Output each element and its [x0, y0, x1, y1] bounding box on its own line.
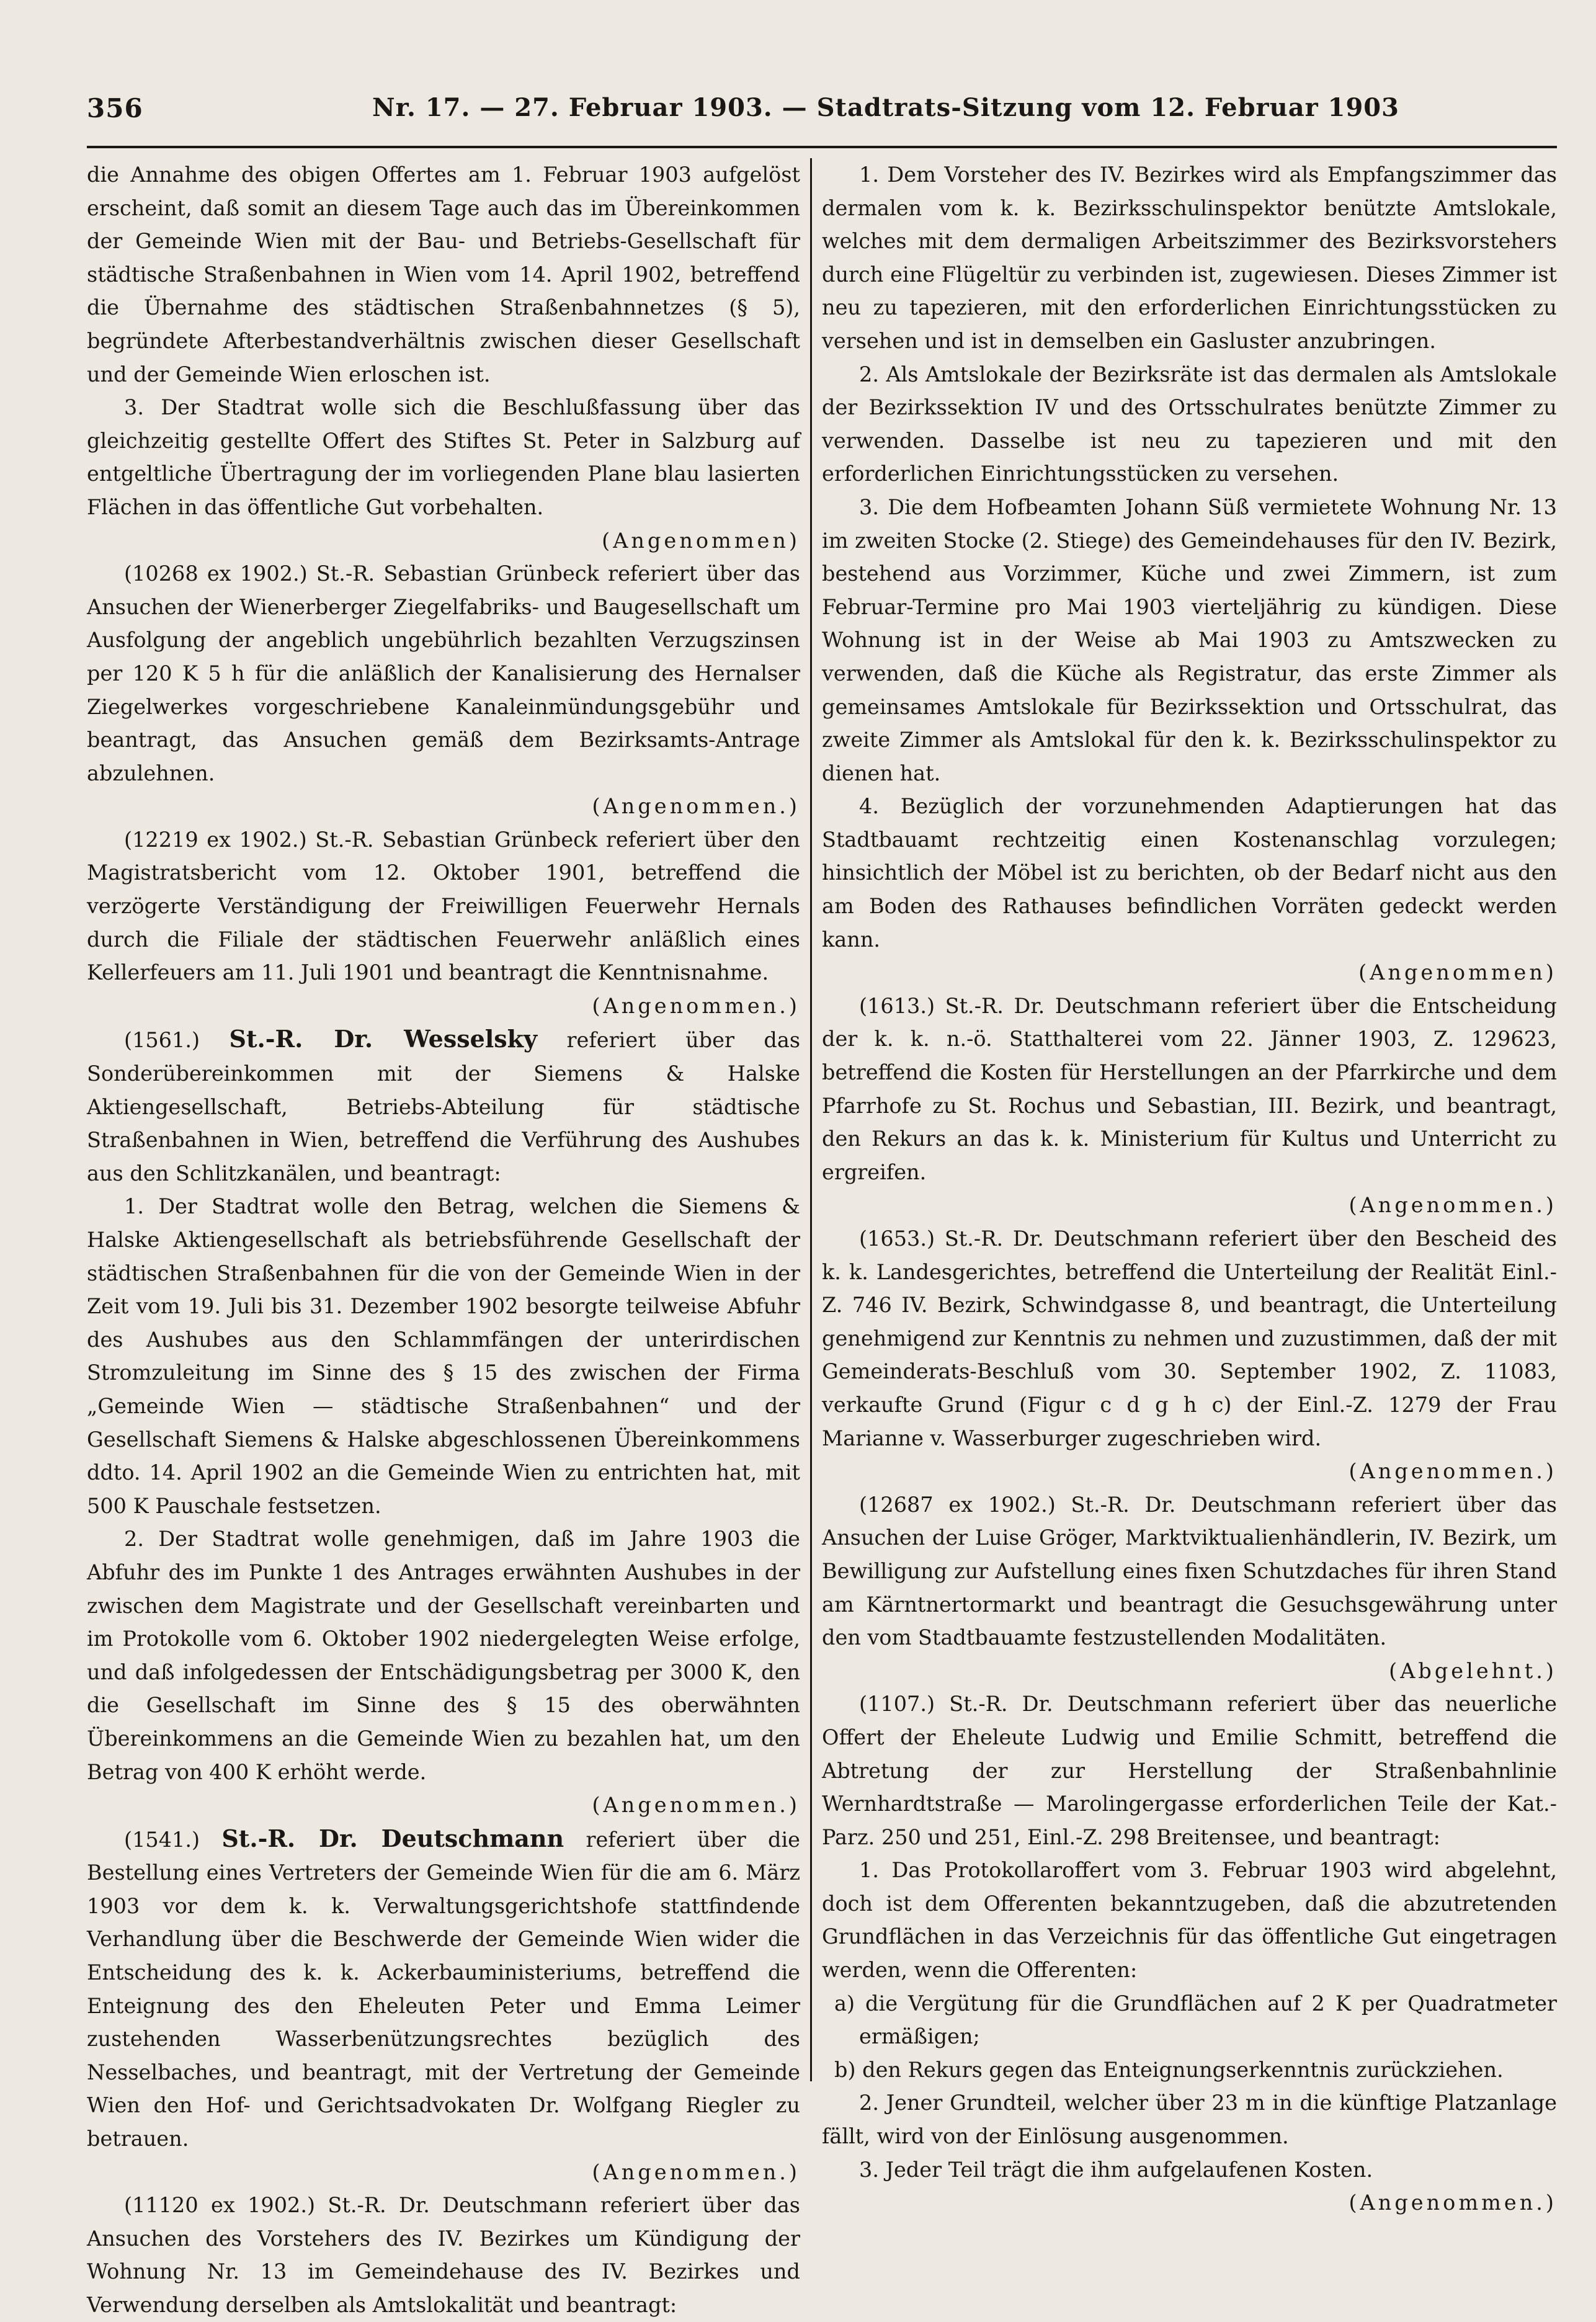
body-paragraph: 2. Als Amtslokale der Bezirksräte ist das dermalen als Amtslokale der Bezirkssektion IV und des Ortsschulrates benützte Zimmer zu verwenden. Dasselbe ist neu zu tapezieren und mit den erforderlichen Einrichtungsstücken zu versehen. [822, 362, 1557, 486]
resolution-verdict: (Angenommen.) [592, 2159, 800, 2184]
resolution-verdict: (Angenommen) [1358, 960, 1557, 985]
body-paragraph: (1107.) St.-R. Dr. Deutschmann referiert über das neuerliche Offert der Eheleute Ludwig und Emilie Schmitt, betreffend die Abtretung der zur Herstellung der Straßenbahnlinie Wernhardtstraße — Marolingergasse erforderlichen Teile der Kat.-Parz. 250 und 251, Einl.-Z. 298 Breitensee, und beantragt: [822, 1692, 1557, 1849]
resolution-verdict: (Angenommen.) [592, 1793, 800, 1818]
body-paragraph: 1. Dem Vorsteher des IV. Bezirkes wird als Empfangszimmer das dermalen vom k. k. Bezirksschulinspektor benützte Amtslokale, welches mit dem dermaligen Arbeitszimmer des Bezirksvorstehers durch eine Flügeltür zu verbinden ist, zugewiesen. Dieses Zimmer ist neu zu tapezieren, mit den erforderlichen Einrichtungsstücken zu versehen und ist in demselben ein Gasluster anzubringen. [822, 163, 1557, 353]
item-text: referiert über die Bestellung eines Vertreters der Gemeinde Wien für die am 6. März 1903 vor dem k. k. Verwaltungsgerichtshofe stattfindende Verhandlung über die Beschwerde der Gemeinde Wien wider die Entscheidung des k. k. Ackerbauministeriums, betreffend die Enteignung des den Eheleuten Peter und Emma Leimer zustehenden Wasserbenützungsrechtes bezüglich des Nesselbaches, und beantragt, mit der Vertretung der Gemeinde Wien den Hof- und Gerichtsadvokaten Dr. Wolfgang Riegler zu betrauen. [87, 1827, 800, 2151]
resolution-verdict: (Angenommen.) [592, 993, 800, 1018]
sub-point: b) den Rekurs gegen das Enteignungserkenntnis zurückziehen. [834, 2057, 1504, 2082]
body-paragraph: 1. Der Stadtrat wolle den Betrag, welchen die Siemens & Halske Aktiengesellschaft als betriebsführende Gesellschaft der städtischen Straßenbahnen für die von der Gemeinde Wien in der Zeit vom 19. Juli bis 31. Dezember 1902 besorgte teilweise Abfuhr des Aushubes aus den Schlammfängen der unterirdischen Stromzuleitung im Sinne des § 15 des zwischen der Firma „Gemeinde Wien — städtische Straßenbahnen“ und der Gesellschaft Siemens & Halske abgeschlossenen Übereinkommens ddto. 14. April 1902 an die Gemeinde Wien zu entrichten hat, mit 500 K Pauschale festsetzen. [87, 1194, 800, 1518]
right-column [822, 158, 1557, 2220]
column-divider [810, 158, 812, 2081]
item-number: (1541.) [124, 1827, 200, 1852]
item-number: (1561.) [124, 1028, 200, 1053]
resolution-verdict: (Angenommen.) [592, 794, 800, 819]
body-paragraph: 4. Bezüglich der vorzunehmenden Adaptierungen hat das Stadtbauamt rechtzeitig einen Kostenanschlag vorzulegen; hinsichtlich der Möbel ist zu berichten, ob der Bedarf nicht aus den am Boden des Rathauses befindlichen Vorräten gedeckt werden kann. [822, 794, 1557, 952]
body-paragraph: 3. Jeder Teil trägt die ihm aufgelaufenen Kosten. [859, 2157, 1373, 2182]
agenda-item [87, 1022, 800, 1190]
body-paragraph: die Annahme des obigen Offertes am 1. Februar 1903 aufgelöst erscheint, daß somit an diesem Tage auch das im Übereinkommen der Gemeinde Wien mit der Bau- und Betriebs-Gesellschaft für städtische Straßenbahnen in Wien vom 14. April 1902, betreffend die Übernahme des städtischen Straßenbahnnetzes (§ 5), begründete Afterbestandverhältnis zwischen dieser Gesellschaft und der Gemeinde Wien erloschen ist. [87, 163, 800, 386]
left-column [87, 158, 800, 2322]
body-paragraph: 1. Das Protokollaroffert vom 3. Februar 1903 wird abgelehnt, doch ist dem Offerenten bekanntzugeben, daß die abzutretenden Grundflächen in das Verzeichnis für das öffentliche Gut eingetragen werden, wenn die Offerenten: [822, 1858, 1557, 1983]
resolution-verdict: (Angenommen) [602, 528, 800, 553]
body-paragraph: (1653.) St.-R. Dr. Deutschmann referiert über den Bescheid des k. k. Landesgerichtes, betreffend die Unterteilung der Realität Einl.-Z. 746 IV. Bezirk, Schwindgasse 8, und beantragt, die Unterteilung genehmigend zur Kenntnis zu nehmen und zuzustimmen, daß der mit Gemeinderats-Beschluß vom 30. September 1902, Z. 11083, verkaufte Grund (Figur c d g h c) der Einl.-Z. 1279 der Frau Marianne v. Wasserburger zugeschrieben wird. [822, 1226, 1557, 1450]
running-head: Nr. 17. — 27. Februar 1903. — Stadtrats-Sitzung vom 12. Februar 1903 [372, 93, 1399, 122]
body-paragraph: (1613.) St.-R. Dr. Deutschmann referiert über die Entscheidung der k. k. n.-ö. Statthalterei vom 22. Jänner 1903, Z. 129623, betreffend die Kosten für Herstellungen an der Pfarrkirche und dem Pfarrhofe zu St. Rochus und Sebastian, III. Bezirk, und beantragt, den Rekurs an das k. k. Ministerium für Kultus und Unterricht zu ergreifen. [822, 993, 1557, 1184]
speaker-name: St.-R. Dr. Deutschmann [221, 1824, 564, 1852]
body-paragraph: 2. Der Stadtrat wolle genehmigen, daß im Jahre 1903 die Abfuhr des im Punkte 1 des Antrages erwähnten Aushubes in der zwischen dem Magistrate und der Gesellschaft vereinbarten und im Protokolle vom 6. Oktober 1902 niedergelegten Weise erfolge, und daß infolgedessen der Entschädigungsbetrag per 3000 K, den die Gesellschaft im Sinne des § 15 des oberwähnten Übereinkommens an die Gemeinde Wien zu bezahlen hat, um den Betrag von 400 K erhöht werde. [87, 1527, 800, 1784]
resolution-verdict: (Angenommen.) [1349, 1459, 1557, 1484]
body-paragraph: (10268 ex 1902.) St.-R. Sebastian Grünbeck referiert über das Ansuchen der Wienerberger Ziegelfabriks- und Baugesellschaft um Ausfolgung der angeblich ungebührlich bezahlten Verzugszinsen per 120 K 5 h für die anläßlich der Kanalisierung des Hernalser Ziegelwerkes vorgeschriebene Kanaleinmündungsgebühr und beantragt, das Ansuchen gemäß dem Bezirksamts-Antrage abzulehnen. [87, 561, 800, 785]
resolution-verdict: (Angenommen.) [1349, 2190, 1557, 2215]
body-paragraph: (12219 ex 1902.) St.-R. Sebastian Grünbeck referiert über den Magistratsbericht vom 12. Oktober 1901, betreffend die verzögerte Verständigung der Freiwilligen Feuerwehr Hernals durch die Filiale der städtischen Feuerwehr anläßlich eines Kellerfeuers am 11. Juli 1901 und beantragt die Kenntnisnahme. [87, 827, 800, 985]
resolution-verdict: (Angenommen.) [1349, 1193, 1557, 1218]
resolution-verdict: (Abgelehnt.) [1389, 1658, 1557, 1683]
speaker-name: St.-R. Dr. Wesselsky [229, 1025, 538, 1053]
body-paragraph: 3. Der Stadtrat wolle sich die Beschlußfassung über das gleichzeitig gestellte Offert des Stiftes St. Peter in Salzburg auf entgeltliche Übertragung der im vorliegenden Plane blau lasierten Flächen in das öffentliche Gut vorbehalten. [87, 395, 800, 519]
header-rule [87, 146, 1557, 148]
body-paragraph: 3. Die dem Hofbeamten Johann Süß vermietete Wohnung Nr. 13 im zweiten Stocke (2. Stiege) des Gemeindehauses für den IV. Bezirk, bestehend aus Vorzimmer, Küche und zwei Zimmern, ist zum Februar-Termine pro Mai 1903 vierteljährig zu kündigen. Diese Wohnung ist in der Weise ab Mai 1903 zu Amtszwecken zu verwenden, daß die Küche als Registratur, das erste Zimmer als gemeinsames Amtslokale für Bezirkssektion und Ortsschulrat, das zweite Zimmer als Amtslokal für den k. k. Bezirksschulinspektor zu dienen hat. [822, 494, 1557, 785]
item-text: referiert über das Sonderübereinkommen mit der Siemens & Halske Aktiengesellschaft, Betriebs-Abteilung für städtische Straßenbahnen in Wien, betreffend die Verführung des Aushubes aus den Schlitzkanälen, und beantragt: [87, 1028, 801, 1186]
sub-point: a) die Vergütung für die Grundflächen auf 2 K per Quadratmeter ermäßigen; [834, 1991, 1557, 2049]
body-paragraph: (11120 ex 1902.) St.-R. Dr. Deutschmann referiert über das Ansuchen des Vorstehers des IV. Bezirkes um Kündigung der Wohnung Nr. 13 im Gemeindehause des IV. Bezirkes und Verwendung derselben als Amtslokalität und beantragt: [87, 2193, 800, 2317]
agenda-item [87, 1822, 800, 2156]
body-paragraph: 2. Jener Grundteil, welcher über 23 m in die künftige Platzanlage fällt, wird von der Einlösung ausgenommen. [822, 2091, 1557, 2149]
page-number: 356 [87, 93, 143, 123]
body-paragraph: (12687 ex 1902.) St.-R. Dr. Deutschmann referiert über das Ansuchen der Luise Gröger, Marktviktualienhändlerin, IV. Bezirk, um Bewilligung zur Aufstellung eines fixen Schutzdaches für ihren Stand am Kärntnertormarkt und beantragt die Gesuchsgewährung unter den vom Stadtbauamte festzustellenden Modalitäten. [822, 1492, 1557, 1650]
